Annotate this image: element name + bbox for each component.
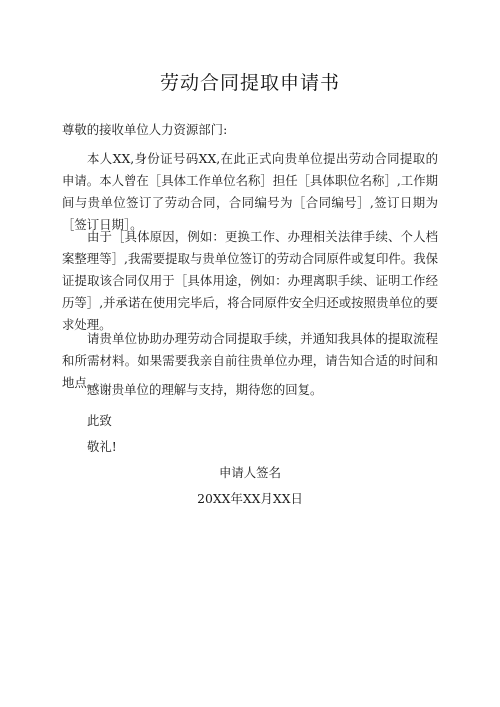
paragraph-thanks: 感谢贵单位的理解与支持，期待您的回复。 xyxy=(87,382,323,397)
signature-date: 20XX年XX月XX日 xyxy=(197,491,303,506)
signature-label: 申请人签名 xyxy=(219,465,281,480)
closing-greeting: 此致 xyxy=(87,413,112,428)
salutation: 尊敬的接收单位人力资源部门: xyxy=(62,122,228,137)
document-title: 劳动合同提取申请书 xyxy=(159,72,340,94)
paragraph-reason: 由于［具体原因，例如：更换工作、办理相关法律手续、个人档案整理等］,我需要提取与贵单位签订的劳动合同原件或复印件。我保证提取该合同仅用于［具体用途，例如：办理离职手续、证明工作经历等］,并承诺在使用完毕后，将合同原件安全归还或按照贵单位的要求处理。 xyxy=(62,229,438,332)
paragraph-applicant-info: 本人XX,身份证号码XX,在此正式向贵单位提出劳动合同提取的申请。本人曾在［具体工作单位名称］担任［具体职位名称］,工作期间与贵单位签订了劳动合同，合同编号为［合同编号］,签订日期为［签订日期］。 xyxy=(62,151,438,232)
closing-salute: 敬礼! xyxy=(87,439,117,454)
paragraph-request: 请贵单位协助办理劳动合同提取手续，并通知我具体的提取流程和所需材料。如果需要我亲自前往贵单位办理，请告知合适的时间和地点。 xyxy=(62,331,438,390)
